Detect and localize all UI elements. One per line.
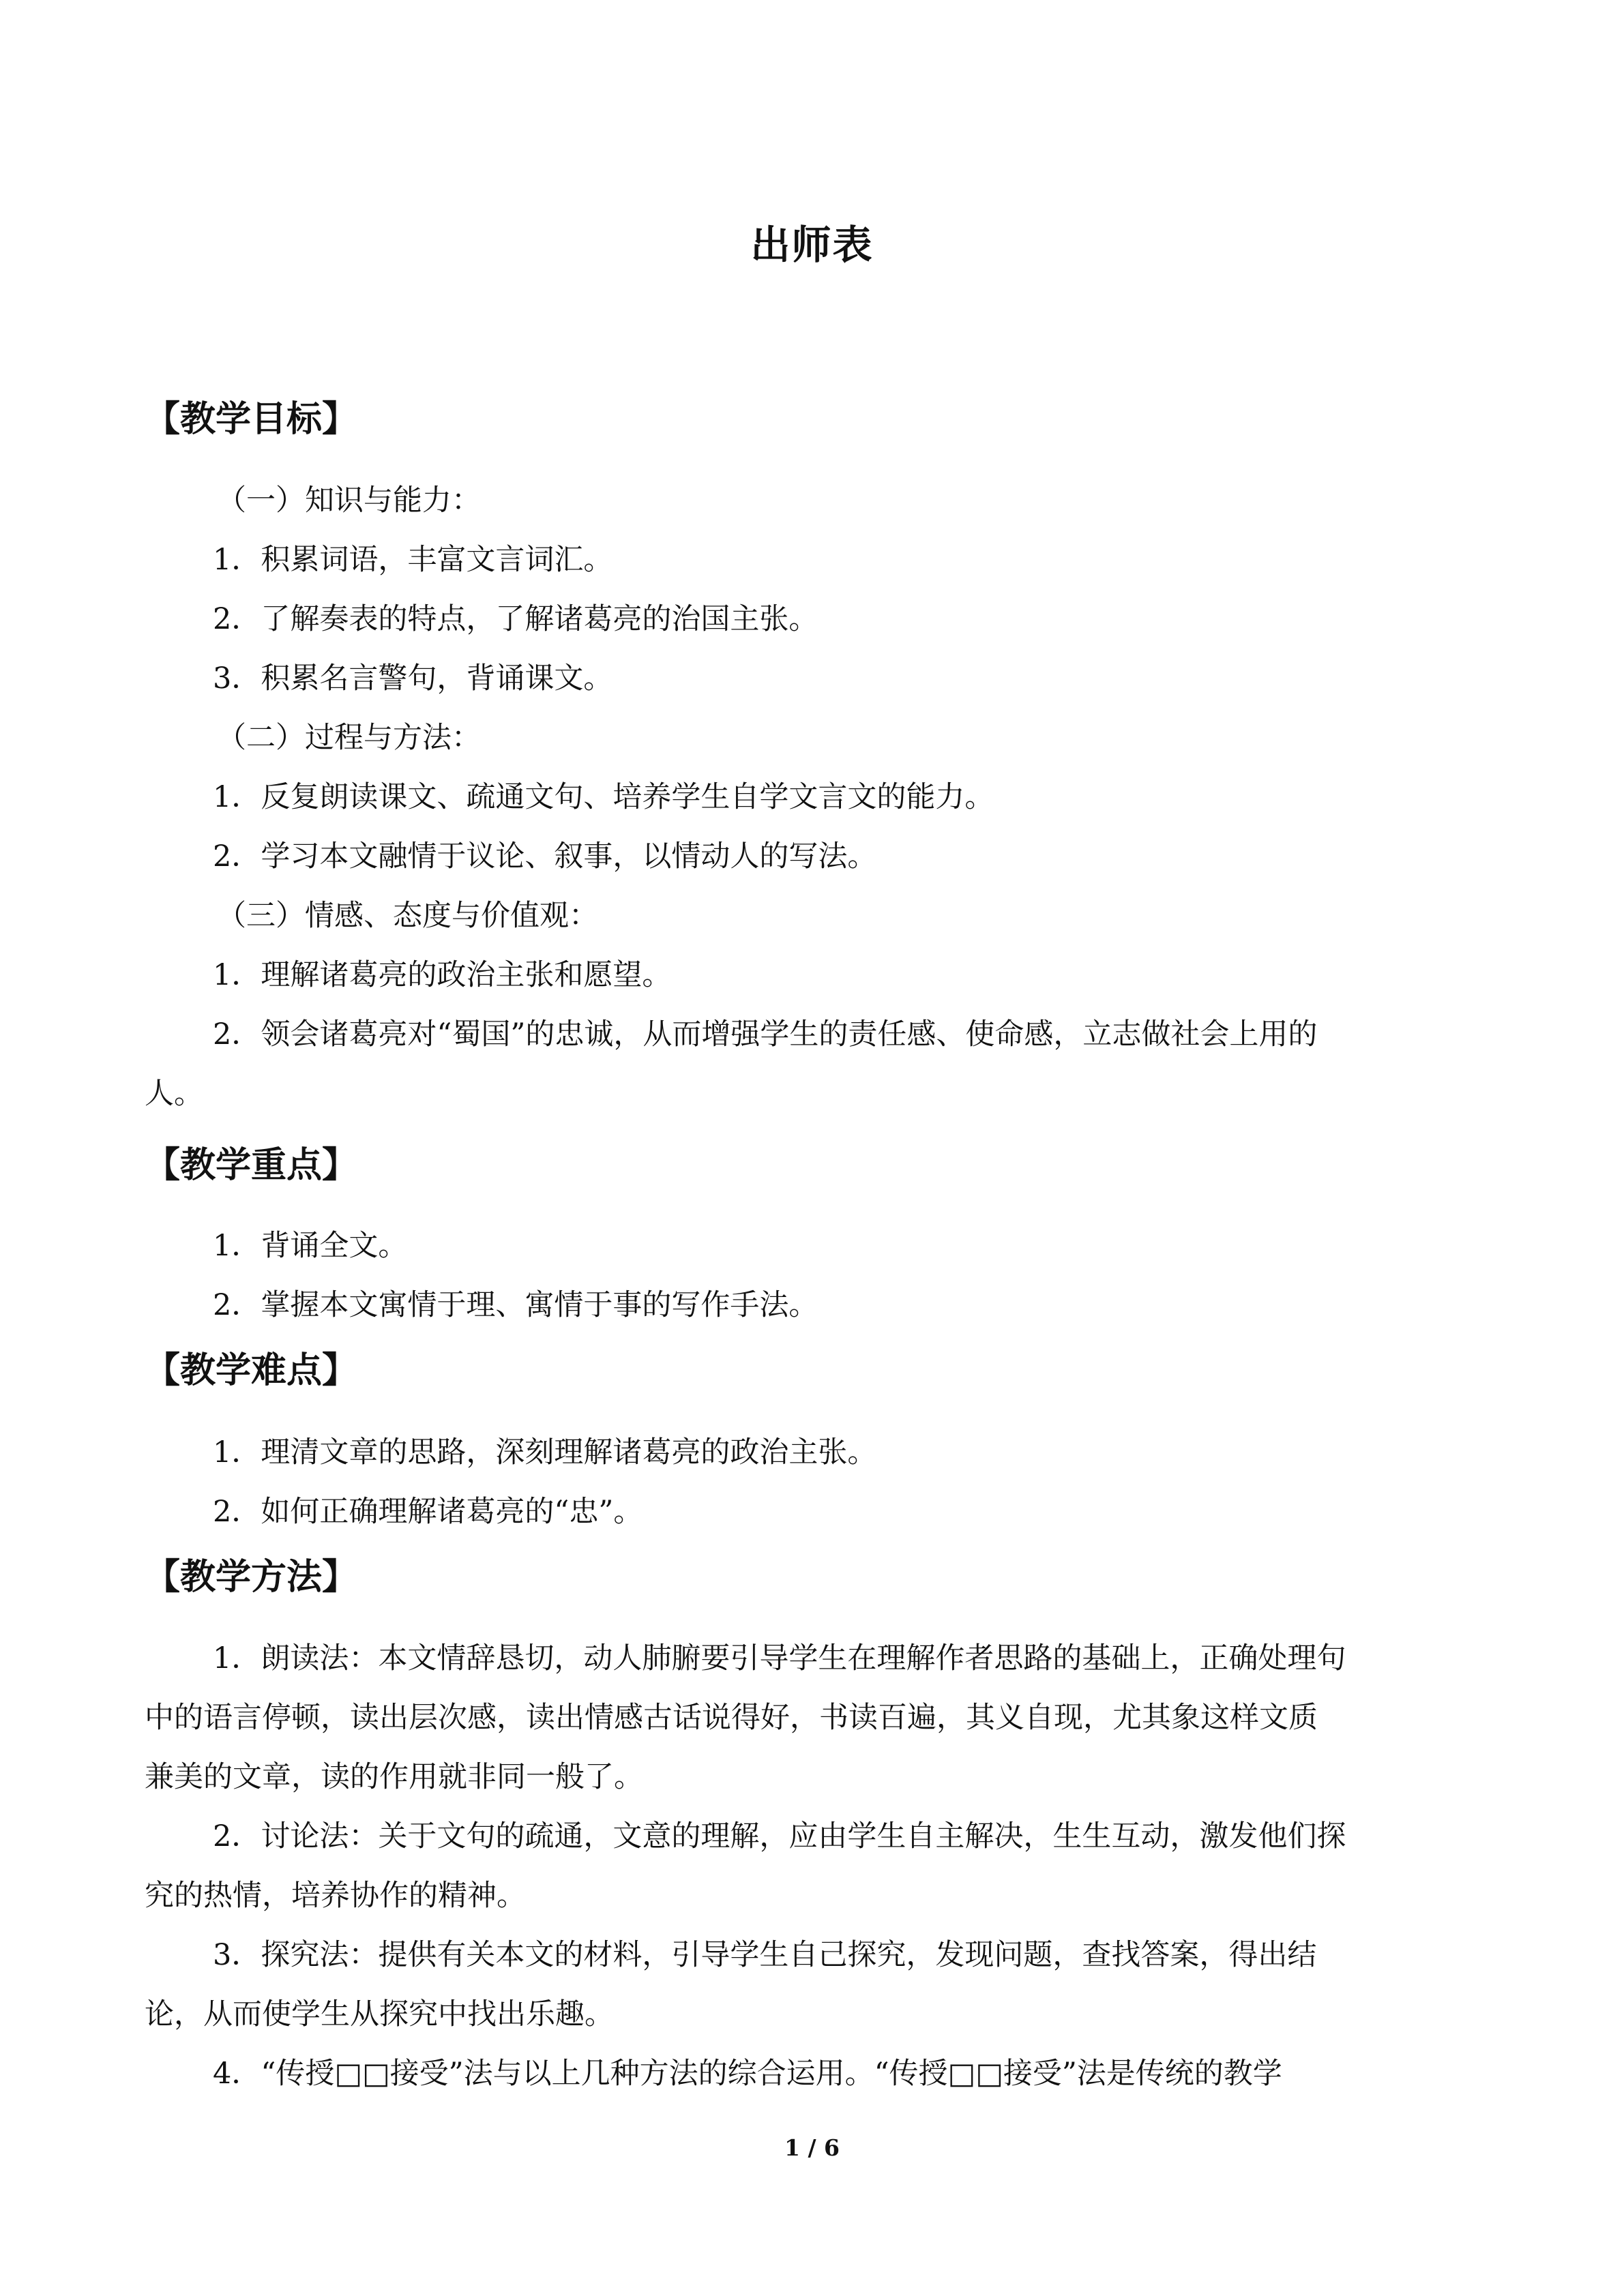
- goals-process-item: 1．反复朗读课文、疏通文句、培养学生自学文言文的能力。: [213, 780, 994, 814]
- difficulty-item: 1．理清文章的思路，深刻理解诸葛亮的政治主张。: [213, 1435, 877, 1470]
- key-point-item: 1．背诵全文。: [213, 1229, 408, 1263]
- goals-process-item: 2．学习本文融情于议论、叙事，以情动人的写法。: [213, 839, 877, 874]
- goals-knowledge-item: 1．积累词语，丰富文言词汇。: [213, 543, 613, 577]
- methods-line: 兼美的文章，读的作用就非同一般了。: [145, 1760, 643, 1794]
- goals-emotion-item: 1．理解诸葛亮的政治主张和愿望。: [213, 958, 672, 992]
- methods-line: 3．探究法：提供有关本文的材料，引导学生自己探究，发现问题，查找答案，得出结: [213, 1938, 1317, 1972]
- goals-knowledge-item: 2．了解奏表的特点，了解诸葛亮的治国主张。: [213, 602, 818, 636]
- methods-line: 2．讨论法：关于文句的疏通，文意的理解，应由学生自主解决，生生互动，激发他们探: [213, 1819, 1346, 1853]
- document-title: 出师表: [750, 222, 874, 268]
- methods-line: 1．朗读法：本文情辞恳切，动人肺腑要引导学生在理解作者思路的基础上，正确处理句: [213, 1641, 1346, 1675]
- goals-emotion-item: 2．领会诸葛亮对“蜀国”的忠诚，从而增强学生的责任感、使命感，立志做社会上用的: [213, 1017, 1318, 1052]
- page-number: 1 / 6: [784, 2134, 840, 2161]
- section-heading-key-points: 【教学重点】: [145, 1144, 358, 1186]
- difficulty-item: 2．如何正确理解诸葛亮的“忠”。: [213, 1495, 643, 1529]
- goals-process-label: （二）过程与方法：: [217, 721, 481, 755]
- key-point-item: 2．掌握本文寓情于理、寓情于事的写作手法。: [213, 1288, 818, 1322]
- section-heading-difficulties: 【教学难点】: [145, 1350, 358, 1391]
- goals-emotion-label: （三）情感、态度与价值观：: [217, 899, 598, 933]
- section-heading-goals: 【教学目标】: [145, 398, 358, 440]
- methods-line: 究的热情，培养协作的精神。: [145, 1879, 526, 1913]
- methods-line: 论，从而使学生从探究中找出乐趣。: [145, 1997, 614, 2031]
- goals-emotion-item-continued: 人。: [145, 1077, 203, 1111]
- goals-knowledge-label: （一）知识与能力：: [217, 483, 481, 518]
- methods-line: 中的语言停顿，读出层次感，读出情感古话说得好，书读百遍，其义自现，尤其象这样文质: [145, 1701, 1318, 1735]
- goals-knowledge-item: 3．积累名言警句，背诵课文。: [213, 661, 613, 696]
- section-heading-methods: 【教学方法】: [145, 1556, 358, 1598]
- methods-line: 4．“传授□□接受”法与以上几种方法的综合运用。“传授□□接受”法是传统的教学: [213, 2057, 1282, 2091]
